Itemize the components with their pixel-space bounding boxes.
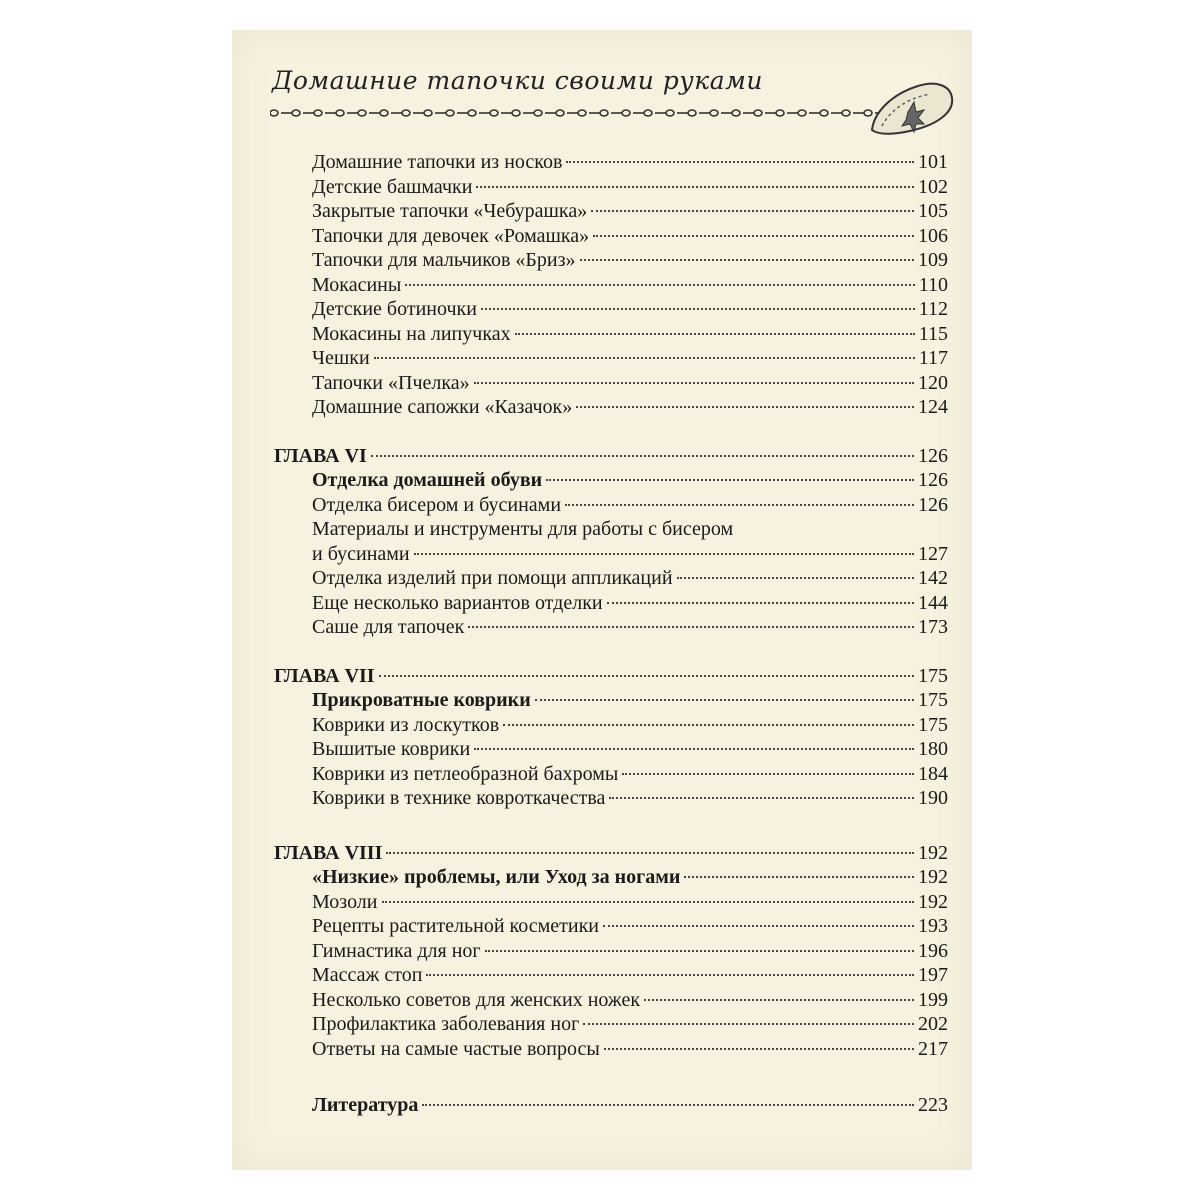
toc-entry: Закрытые тапочки «Чебурашка» 105 (312, 200, 948, 222)
toc-entry: Ответы на самые частые вопросы 217 (312, 1037, 948, 1060)
slipper-icon (868, 72, 956, 138)
toc-entry: Домашние тапочки из носков 101 (312, 151, 948, 173)
book-page (232, 30, 972, 1170)
ornament-divider (270, 106, 882, 120)
toc-entry-line: Материалы и инструменты для работы с бисером (312, 518, 734, 540)
toc-entry: Детские ботиночки 112 (312, 298, 948, 320)
toc-entry: Детские башмачки 102 (312, 175, 948, 198)
toc-entry: Тапочки для мальчиков «Бриз» 109 (312, 249, 948, 271)
toc-entry: Мокасины на липучках 115 (312, 322, 948, 345)
chapter-title: Отделка домашней обуви 126 (312, 469, 948, 491)
chapter-heading: ГЛАВА VI 126 (274, 444, 948, 467)
toc-entry: Домашние сапожки «Казачок» 124 (312, 396, 948, 418)
toc-entry: Мозоли 192 (312, 890, 948, 913)
toc-entry: Рецепты растительной косметики 193 (312, 915, 948, 937)
toc-entry: Коврики из лоскутков 175 (312, 713, 948, 736)
toc-entry: Массаж стоп 197 (312, 964, 948, 986)
toc-entry: Чешки 117 (312, 347, 948, 369)
literature-entry: Литература 223 (312, 1094, 948, 1116)
chapter-title: Прикроватные коврики 175 (312, 689, 948, 711)
toc-section (274, 150, 948, 420)
toc-entry: Отделка бисером и бусинами 126 (312, 493, 948, 516)
chapter-heading: ГЛАВА VII 175 (274, 664, 948, 687)
toc-entry: Еще несколько вариантов отделки 144 (312, 591, 948, 614)
toc-entry: и бусинами 127 (312, 542, 948, 565)
toc-entry: Мокасины 110 (312, 273, 948, 296)
toc-entry: Коврики в технике ковроткачества 190 (312, 787, 948, 809)
toc-section (274, 841, 948, 1062)
toc-entry: Коврики из петлеобразной бахромы 184 (312, 762, 948, 785)
toc-entry: Вышитые коврики 180 (312, 738, 948, 760)
toc-entry: Тапочки для девочек «Ромашка» 106 (312, 224, 948, 247)
running-title: Домашние тапочки своими руками (272, 66, 763, 95)
toc-section (274, 444, 948, 640)
toc-entry: Гимнастика для ног 196 (312, 939, 948, 962)
chapter-title: «Низкие» проблемы, или Уход за ногами 192 (312, 866, 948, 888)
toc-entry: Несколько советов для женских ножек 199 (312, 988, 948, 1011)
chapter-heading: ГЛАВА VIII 192 (274, 841, 948, 864)
toc-entry: Профилактика заболевания ног 202 (312, 1013, 948, 1035)
toc-section (274, 664, 948, 811)
toc-entry: Тапочки «Пчелка» 120 (312, 371, 948, 394)
table-of-contents (274, 150, 948, 1118)
toc-entry: Саше для тапочек 173 (312, 616, 948, 638)
toc-entry: Отделка изделий при помощи аппликаций 142 (312, 567, 948, 589)
